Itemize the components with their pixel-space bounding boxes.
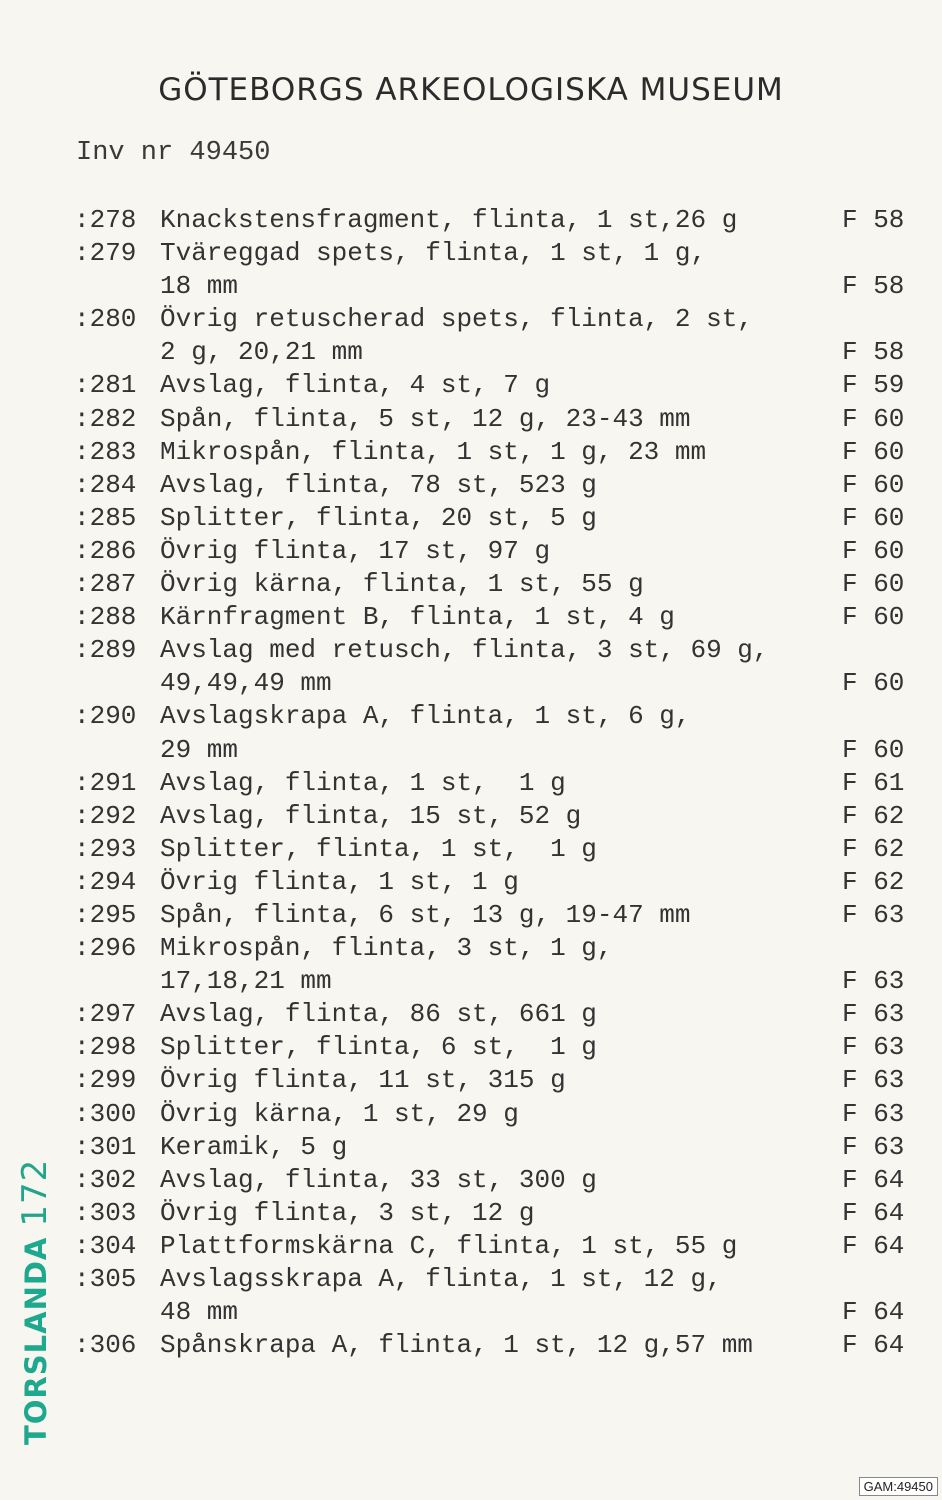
museum-title: GÖTEBORGS ARKEOLOGISKA MUSEUM	[158, 72, 784, 108]
entry-description: Avslag, flinta, 1 st, 1 g	[160, 767, 566, 798]
entry-ref: F 63	[842, 899, 905, 930]
entry-ref: F 63	[842, 1131, 905, 1162]
catalog-id: GAM:49450	[859, 1477, 938, 1496]
entry-ref: F 64	[842, 1297, 905, 1328]
entry-ref: F 62	[842, 800, 905, 831]
entry-description: Avslagskrapa A, flinta, 1 st, 6 g,	[160, 701, 691, 732]
entry-row-continuation	[74, 336, 924, 369]
entry-description: Övrig kärna, 1 st, 29 g	[160, 1098, 519, 1129]
entry-description: Avslagsskrapa A, flinta, 1 st, 12 g,	[160, 1264, 722, 1294]
entry-description: Övrig kärna, flinta, 1 st, 55 g	[160, 569, 644, 600]
entry-row	[74, 767, 924, 800]
entry-description: Övrig flinta, 1 st, 1 g	[160, 866, 519, 897]
entry-number: :292	[74, 800, 137, 831]
entry-ref: F 58	[842, 337, 905, 368]
entry-description: Övrig flinta, 3 st, 12 g	[160, 1197, 535, 1228]
entry-description: Avslag, flinta, 15 st, 52 g	[160, 800, 582, 831]
entry-continuation: 49,49,49 mm	[160, 668, 332, 699]
entry-description: Spånskrapa A, flinta, 1 st, 12 g,57 mm	[160, 1330, 753, 1361]
entry-number: :287	[74, 569, 137, 600]
entry-number: :280	[74, 304, 137, 335]
entry-number: :282	[74, 403, 137, 434]
entry-row	[74, 1230, 924, 1263]
entry-description: Plattformskärna C, flinta, 1 st, 55 g	[160, 1230, 738, 1261]
entry-description: Splitter, flinta, 1 st, 1 g	[160, 833, 597, 864]
entry-ref: F 58	[842, 205, 905, 235]
entry-row-continuation	[74, 270, 924, 303]
entry-ref: F 64	[842, 1164, 905, 1195]
entry-ref: F 60	[842, 502, 905, 533]
entry-number: :290	[74, 701, 137, 732]
site-label	[15, 1159, 55, 1445]
entry-number: :278	[74, 205, 137, 235]
entry-ref: F 60	[842, 602, 905, 633]
entry-row	[74, 237, 924, 270]
entry-number: :302	[74, 1164, 137, 1195]
entry-number: :283	[74, 436, 137, 467]
entry-row	[74, 204, 924, 237]
entry-number: :296	[74, 933, 137, 964]
entry-ref: F 60	[842, 668, 905, 699]
entry-ref: F 62	[842, 833, 905, 864]
entry-number: :303	[74, 1197, 137, 1228]
entry-number: :279	[74, 238, 137, 269]
entry-description: Splitter, flinta, 20 st, 5 g	[160, 502, 597, 533]
entry-row	[74, 1263, 924, 1296]
entry-row	[74, 502, 924, 535]
entry-description: Tväreggad spets, flinta, 1 st, 1 g,	[160, 238, 707, 269]
entry-row	[74, 369, 924, 402]
entry-row	[74, 568, 924, 601]
entry-row	[74, 1098, 924, 1131]
entry-number: :300	[74, 1098, 137, 1129]
entry-row-continuation	[74, 1296, 924, 1329]
entry-ref: F 60	[842, 535, 905, 566]
entry-ref: F 59	[842, 370, 905, 401]
entry-description: Övrig retuscherad spets, flinta, 2 st,	[160, 304, 753, 335]
entry-list	[74, 204, 924, 1362]
entry-number: :294	[74, 866, 137, 897]
entry-description: Övrig flinta, 17 st, 97 g	[160, 535, 551, 566]
entry-number: :298	[74, 1032, 137, 1063]
entry-continuation: 29 mm	[160, 734, 239, 765]
entry-row	[74, 601, 924, 634]
entry-ref: F 61	[842, 767, 905, 798]
handwritten-number: 172	[15, 1158, 55, 1227]
entry-number: :295	[74, 899, 137, 930]
entry-row	[74, 1131, 924, 1164]
entry-description: Splitter, flinta, 6 st, 1 g	[160, 1032, 597, 1063]
entry-number: :289	[74, 635, 137, 666]
entry-description: Keramik, 5 g	[160, 1131, 348, 1162]
entry-ref: F 63	[842, 1098, 905, 1129]
entry-row	[74, 535, 924, 568]
entry-continuation: 48 mm	[160, 1297, 239, 1328]
entry-row	[74, 998, 924, 1031]
entry-row	[74, 700, 924, 733]
entry-number: :305	[74, 1264, 137, 1294]
entry-ref: F 63	[842, 1032, 905, 1063]
entry-number: :301	[74, 1131, 137, 1162]
entry-ref: F 58	[842, 271, 905, 302]
entry-ref: F 64	[842, 1197, 905, 1228]
entry-row	[74, 899, 924, 932]
entry-ref: F 64	[842, 1230, 905, 1261]
entry-row-continuation	[74, 965, 924, 998]
entry-row	[74, 1329, 924, 1362]
entry-number: :285	[74, 502, 137, 533]
entry-row	[74, 436, 924, 469]
entry-description: Övrig flinta, 11 st, 315 g	[160, 1065, 566, 1096]
entry-continuation: 2 g, 20,21 mm	[160, 337, 363, 368]
inventory-number: Inv nr 49450	[76, 138, 271, 168]
entry-description: Spån, flinta, 5 st, 12 g, 23-43 mm	[160, 403, 691, 434]
entry-ref: F 63	[842, 1065, 905, 1096]
entry-number: :281	[74, 370, 137, 401]
entry-description: Avslag, flinta, 33 st, 300 g	[160, 1164, 597, 1195]
entry-ref: F 64	[842, 1330, 905, 1361]
entry-ref: F 60	[842, 436, 905, 467]
entry-row	[74, 932, 924, 965]
entry-description: Avslag, flinta, 4 st, 7 g	[160, 370, 551, 401]
entry-description: Avslag med retusch, flinta, 3 st, 69 g,	[160, 635, 769, 666]
entry-row	[74, 303, 924, 336]
entry-number: :288	[74, 602, 137, 633]
entry-ref: F 63	[842, 966, 905, 997]
entry-ref: F 60	[842, 734, 905, 765]
entry-ref: F 62	[842, 866, 905, 897]
entry-description: Avslag, flinta, 78 st, 523 g	[160, 469, 597, 500]
entry-description: Knackstensfragment, flinta, 1 st,26 g	[160, 205, 738, 235]
entry-number: :299	[74, 1065, 137, 1096]
entry-ref: F 60	[842, 569, 905, 600]
entry-row	[74, 833, 924, 866]
entry-number: :304	[74, 1230, 137, 1261]
entry-description: Avslag, flinta, 86 st, 661 g	[160, 999, 597, 1030]
entry-description: Mikrospån, flinta, 3 st, 1 g,	[160, 933, 613, 964]
entry-number: :291	[74, 767, 137, 798]
entry-row	[74, 1197, 924, 1230]
entry-row-continuation	[74, 734, 924, 767]
entry-description: Mikrospån, flinta, 1 st, 1 g, 23 mm	[160, 436, 707, 467]
entry-row	[74, 1064, 924, 1097]
site-name: TORSLANDA	[19, 1236, 53, 1445]
entry-ref: F 60	[842, 403, 905, 434]
entry-description: Kärnfragment B, flinta, 1 st, 4 g	[160, 602, 675, 633]
entry-continuation: 17,18,21 mm	[160, 966, 332, 997]
entry-number: :297	[74, 999, 137, 1030]
entry-row	[74, 1031, 924, 1064]
entry-row	[74, 1164, 924, 1197]
entry-row	[74, 800, 924, 833]
entry-number: :306	[74, 1330, 137, 1361]
entry-row	[74, 469, 924, 502]
entry-number: :286	[74, 535, 137, 566]
entry-continuation: 18 mm	[160, 271, 239, 302]
entry-row-continuation	[74, 667, 924, 700]
entry-ref: F 63	[842, 999, 905, 1030]
entry-description: Spån, flinta, 6 st, 13 g, 19-47 mm	[160, 899, 691, 930]
entry-number: :284	[74, 469, 137, 500]
entry-number: :293	[74, 833, 137, 864]
entry-row	[74, 403, 924, 436]
entry-ref: F 60	[842, 469, 905, 500]
entry-row	[74, 634, 924, 667]
entry-row	[74, 866, 924, 899]
